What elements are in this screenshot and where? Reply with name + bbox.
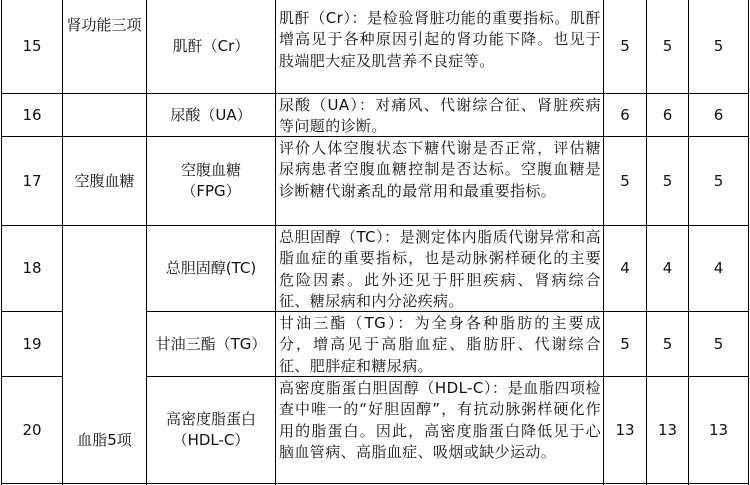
category-cell: 肾功能三项 [66,15,142,34]
value-col-1: 5 [620,334,630,353]
value-col-2: 5 [662,171,673,190]
row-number: 18 [22,259,42,277]
value-col-1: 4 [620,259,630,277]
value-col-3: 5 [713,334,724,353]
value-col-1: 5 [620,37,630,55]
item-description: 评价人体空腹状态下糖代谢是否正常，评估糖尿病患者空腹血糖控制是否达标。空腹血糖是诊断糖代谢紊乱的最常用和最重要指标。 [279,139,601,200]
value-col-2: 5 [662,334,673,353]
value-col-2: 5 [662,37,673,55]
value-col-3: 6 [713,105,724,124]
value-col-2: 13 [657,420,678,439]
row-number: 19 [22,334,42,353]
grid-line [275,0,276,485]
grid-line [62,0,63,485]
item-name: 总胆固醇(TC) [165,259,257,277]
item-name: 尿酸（UA） [170,105,252,124]
item-description: 高密度脂蛋白胆固醇（HDL-C）：是血脂四项检查中唯一的“好胆固醇”，有抗动脉粥样硬化作用的脂蛋白。因此，高密度脂蛋白降低见于心脑血管病、高脂血症、吸烟或缺少运动。 [279,379,601,462]
item-description: 总胆固醇（TC）：是测定体内脂质代谢异常和高脂血症的重要指标，也是动脉粥样硬化的主要危险因素。此外还见于肝胆疾病、肾病综合征、糖尿病和内分泌疾病。 [279,228,601,311]
item-description: 肌酐（Cr）：是检验肾脏功能的重要指标。肌酐增高见于各种原因引起的肾功能下降。也见于肢端肥大症及肌营养不良症等。 [279,9,601,70]
category-cell: 空腹血糖 [74,171,135,190]
value-col-1: 13 [615,420,635,439]
row-divider [1,483,749,484]
item-description: 尿酸（UA）：对痛风、代谢综合征、肾脏疾病等问题的诊断。 [279,96,601,136]
item-name: 甘油三酯（TG） [155,334,267,353]
value-col-2: 6 [662,105,673,124]
value-col-3: 5 [713,37,724,55]
item-name: 高密度脂蛋白（HDL-C） [165,410,256,449]
value-col-1: 6 [620,105,630,124]
value-col-2: 4 [662,259,673,277]
category-cell: 血脂5项 [77,430,132,449]
value-col-3: 13 [708,420,729,439]
value-col-3: 5 [713,171,724,190]
item-name: 空腹血糖（FPG） [180,161,241,200]
row-number: 20 [22,420,42,439]
value-col-3: 4 [713,259,724,277]
row-number: 15 [22,37,42,55]
item-description: 甘油三酯（TG）：为全身各种脂肪的主要成分，增高见于高脂血症、脂肪肝、代谢综合征、肥胖症和糖尿病。 [279,314,601,375]
grid-line [748,0,749,485]
value-col-1: 5 [620,171,630,190]
row-number: 16 [22,105,42,124]
row-number: 17 [22,171,42,190]
item-name: 肌酐（Cr） [172,37,250,55]
